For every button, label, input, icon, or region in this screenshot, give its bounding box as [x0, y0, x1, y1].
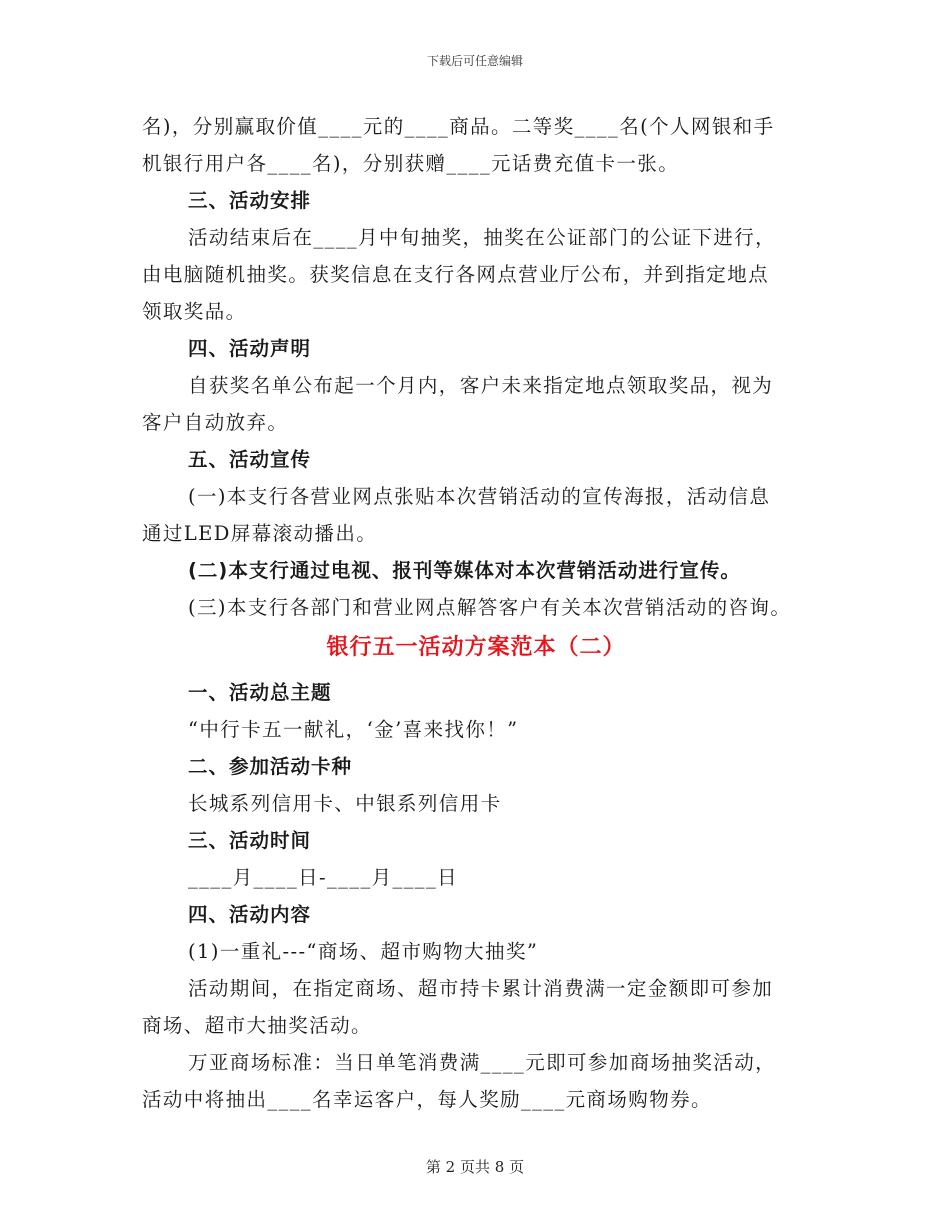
paragraph-line: ____月____日-____月____日	[188, 866, 458, 889]
paragraph-line: 通过LED屏幕滚动播出。	[142, 522, 378, 545]
paragraph-line: (三)本支行各部门和营业网点解答客户有关本次营销活动的咨询。	[188, 596, 792, 619]
paragraph-line: 机银行用户各____名)，分别获赠____元话费充值卡一张。	[142, 152, 680, 175]
paragraph-line: 万亚商场标准：当日单笔消费满____元即可参加商场抽奖活动，	[188, 1051, 777, 1074]
document-title: 银行五一活动方案范本（二）	[326, 635, 626, 660]
paragraph-line: (1)一重礼---“商场、超市购物大抽奖”	[188, 940, 539, 963]
paragraph-line: 名)，分别赢取价值____元的____商品。二等奖____名(个人网银和手	[142, 115, 775, 138]
section-heading: 五、活动宣传	[188, 448, 312, 471]
page-footer: 第 2 页共 8 页	[425, 1158, 525, 1176]
paragraph-line: 自获奖名单公布起一个月内，客户未来指定地点领取奖品，视为	[188, 374, 774, 397]
paragraph-line: 长城系列信用卡、中银系列信用卡	[188, 792, 502, 815]
paragraph-line: “中行卡五一献礼，‘金’喜来找你！”	[188, 718, 519, 741]
paragraph-line: 商场、超市大抽奖活动。	[142, 1014, 372, 1037]
paragraph-line: 由电脑随机抽奖。获奖信息在支行各网点营业厅公布，并到指定地点	[142, 263, 770, 286]
section-heading: 四、活动内容	[188, 903, 312, 926]
paragraph-line: (一)本支行各营业网点张贴本次营销活动的宣传海报，活动信息	[188, 485, 771, 508]
paragraph-line: 客户自动放弃。	[142, 411, 289, 434]
page-header: 下载后可任意编辑	[426, 54, 523, 68]
section-heading: 三、活动时间	[188, 829, 312, 852]
section-heading: 三、活动安排	[188, 189, 312, 212]
paragraph-line: 活动中将抽出____名幸运客户，每人奖励____元商场购物券。	[142, 1088, 712, 1111]
section-heading: 四、活动声明	[188, 337, 312, 360]
paragraph-line-bold: (二)本支行通过电视、报刊等媒体对本次营销活动进行宣传。	[188, 559, 741, 582]
section-heading: 一、活动总主题	[188, 681, 332, 704]
paragraph-line: 领取奖品。	[142, 300, 247, 323]
paragraph-line: 活动结束后在____月中旬抽奖，抽奖在公证部门的公证下进行，	[188, 226, 777, 249]
paragraph-line: 活动期间，在指定商场、超市持卡累计消费满一定金额即可参加	[188, 977, 774, 1000]
document-body	[142, 108, 810, 1118]
section-heading: 二、参加活动卡种	[188, 755, 353, 778]
